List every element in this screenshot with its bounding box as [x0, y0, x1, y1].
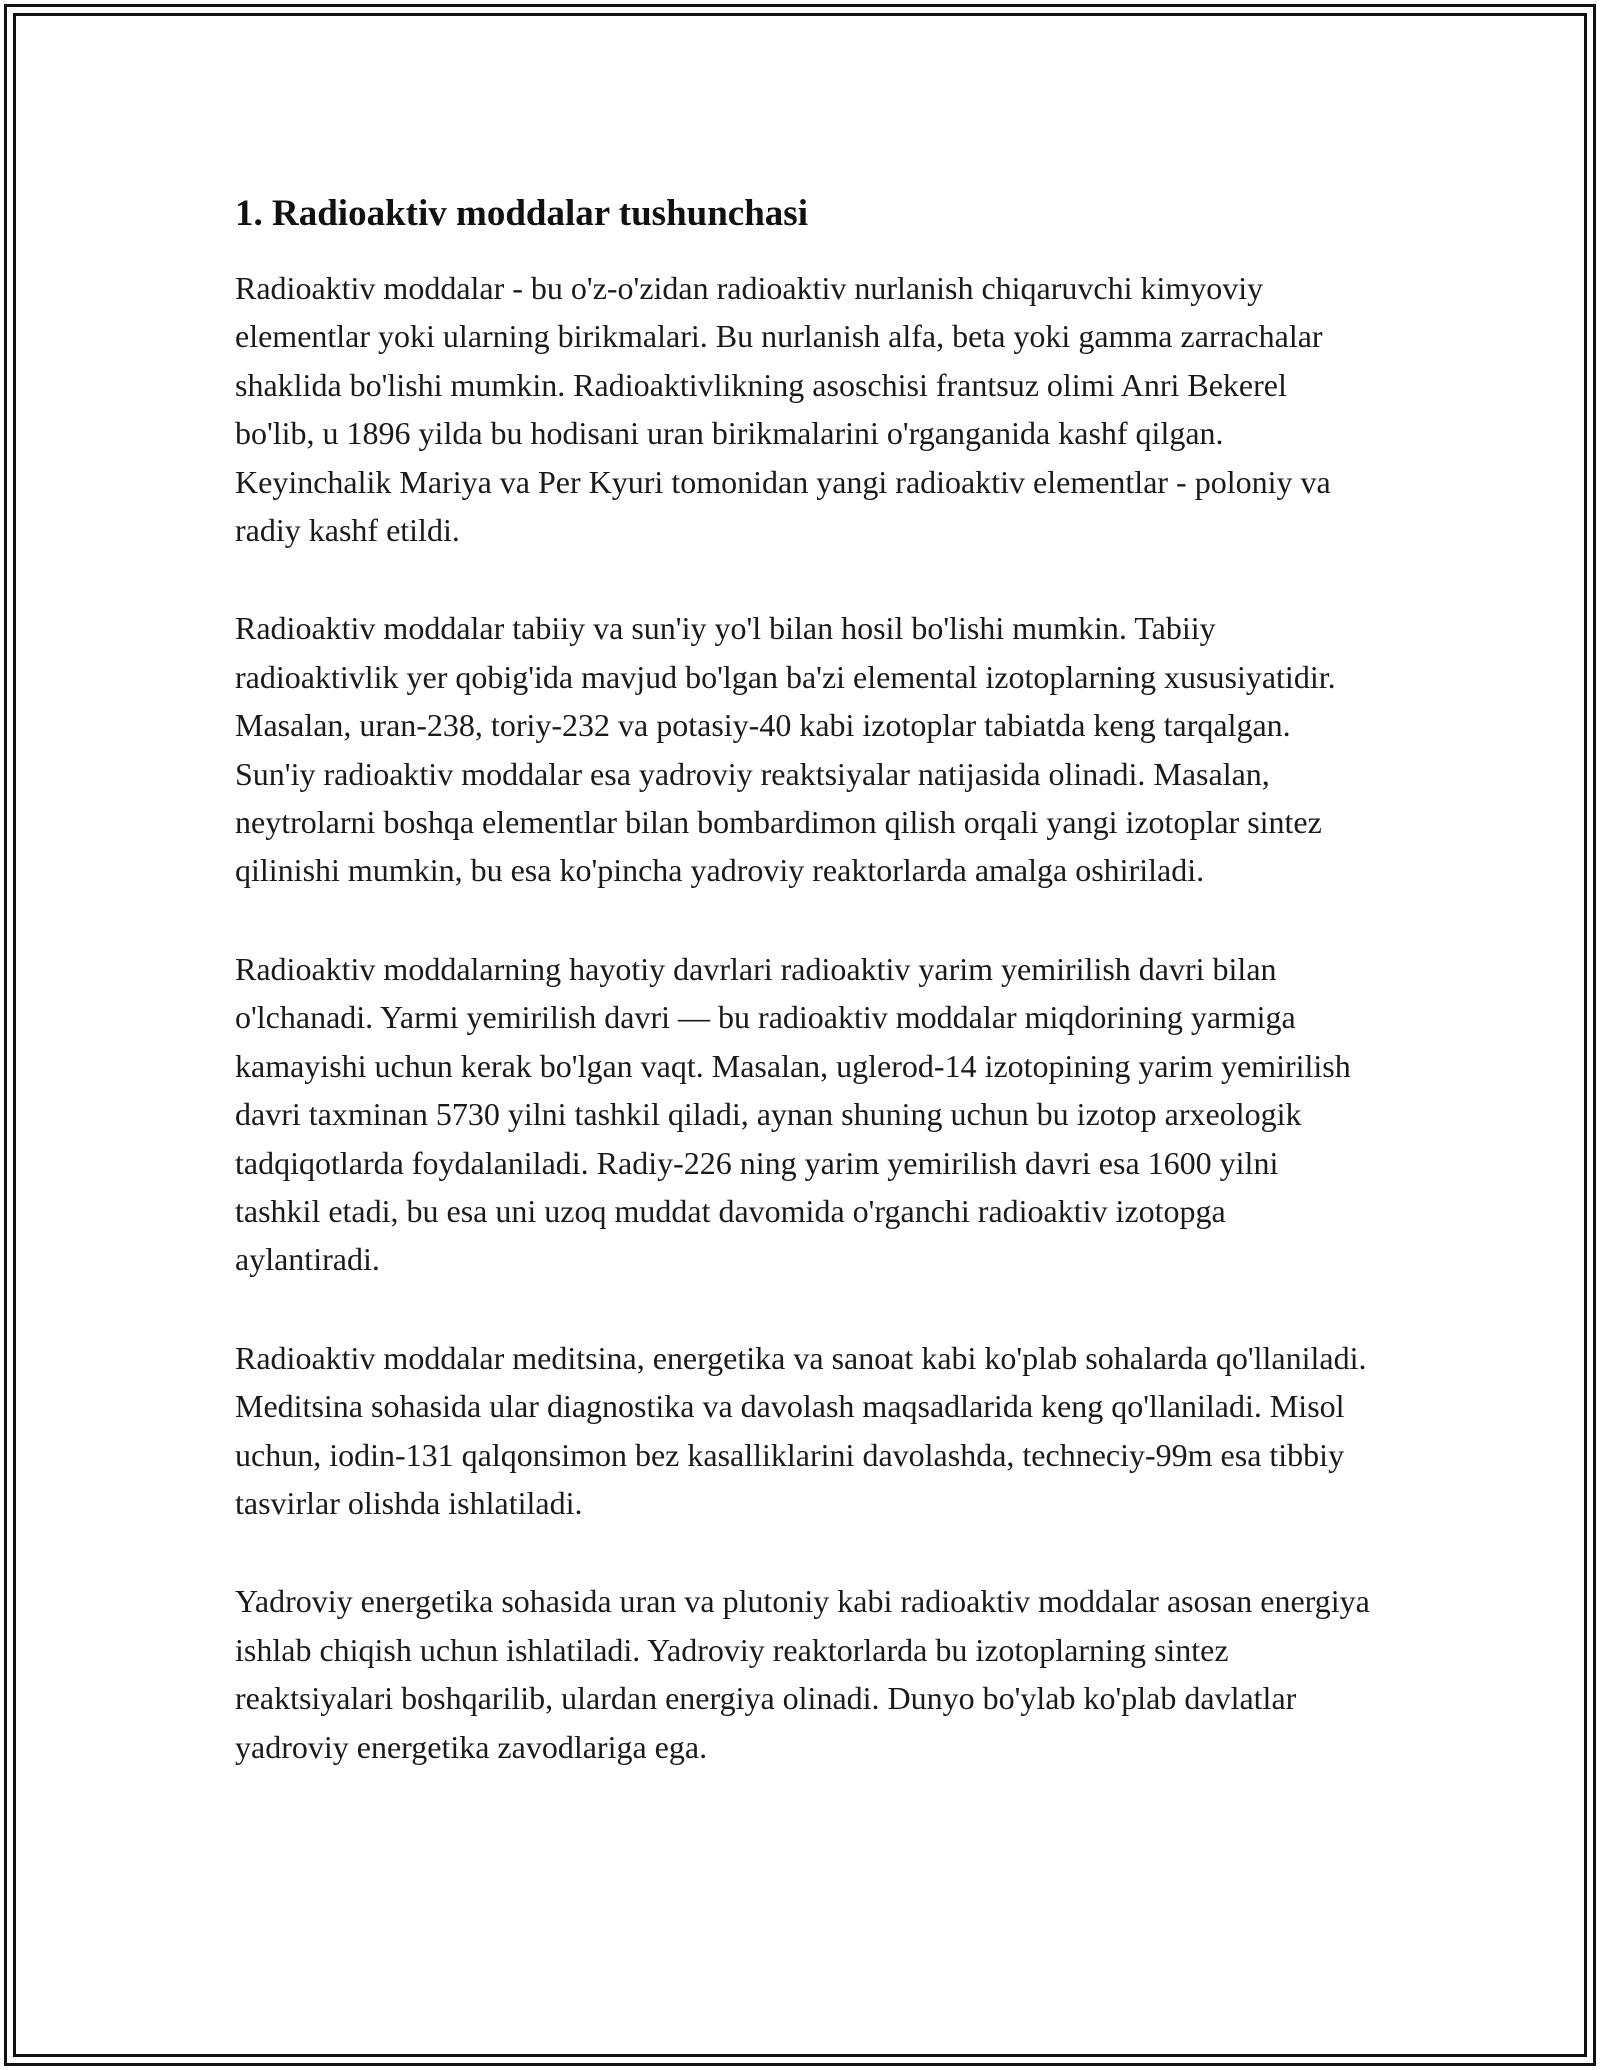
paragraph-origin: Radioaktiv moddalar tabiiy va sun'iy yo'l bilan hosil bo'lishi mumkin. Tabiiy radioaktivlik yer qobig'ida mavjud bo'lgan ba'zi elemental izotoplarning xususiyatidir. Masalan, uran-238, toriy-232 va potasiy-40 kabi izotoplar tabiatda keng tarqalgan. Sun'iy radioaktiv moddalar esa yadroviy reaktsiyalar natijasida olinadi. Masalan, neytrolarni boshqa elementlar bilan bombardimon qilish orqali yangi izotoplar sintez qilinishi mumkin, bu esa ko'pincha yadroviy reaktorlarda amalga oshiriladi. — [235, 610, 1336, 889]
paragraph-definition: Radioaktiv moddalar - bu o'z-o'zidan radioaktiv nurlanish chiqaruvchi kimyoviy elementlar yoki ularning birikmalari. Bu nurlanish alfa, beta yoki gamma zarrachalar shaklida bo'lishi mumkin. Radioaktivlikning asoschisi frantsuz olimi Anri Bekerel bo'lib, u 1896 yilda bu hodisani uran birikmalarini o'rganganida kashf qilgan. Keyinchalik Mariya va Per Kyuri tomonidan yangi radioaktiv elementlar - poloniy va radiy kashf etildi. — [235, 270, 1331, 549]
paragraph-energy: Yadroviy energetika sohasida uran va plutoniy kabi radioaktiv moddalar asosan energiya ishlab chiqish uchun ishlatiladi. Yadroviy reaktorlarda bu izotoplarning sintez reaktsiyalari boshqarilib, ulardan energiya olinadi. Dunyo bo'ylab ko'plab davlatlar yadroviy energetika zavodlariga ega. — [235, 1583, 1370, 1765]
document-body — [235, 190, 1370, 1771]
paragraph-applications: Radioaktiv moddalar meditsina, energetika va sanoat kabi ko'plab sohalarda qo'llaniladi. Meditsina sohasida ular diagnostika va davolash maqsadlarida keng qo'llaniladi. Misol uchun, iodin-131 qalqonsimon bez kasalliklarini davolashda, techneciy-99m esa tibbiy tasvirlar olishda ishlatiladi. — [235, 1339, 1367, 1521]
section-heading: 1. Radioaktiv moddalar tushunchasi — [235, 193, 808, 234]
paragraph-half-life: Radioaktiv moddalarning hayotiy davrlari radioaktiv yarim yemirilish davri bilan o'lchanadi. Yarmi yemirilish davri — bu radioaktiv moddalar miqdorining yarmiga kamayishi uchun kerak bo'lgan vaqt. Masalan, uglerod-14 izotopining yarim yemirilish davri taxminan 5730 yilni tashkil qiladi, aynan shuning uchun bu izotop arxeologik tadqiqotlarda foydalaniladi. Radiy-226 ning yarim yemirilish davri esa 1600 yilni tashkil etadi, bu esa uni uzoq muddat davomida o'rganchi radioaktiv izotopga aylantiradi. — [235, 950, 1351, 1278]
